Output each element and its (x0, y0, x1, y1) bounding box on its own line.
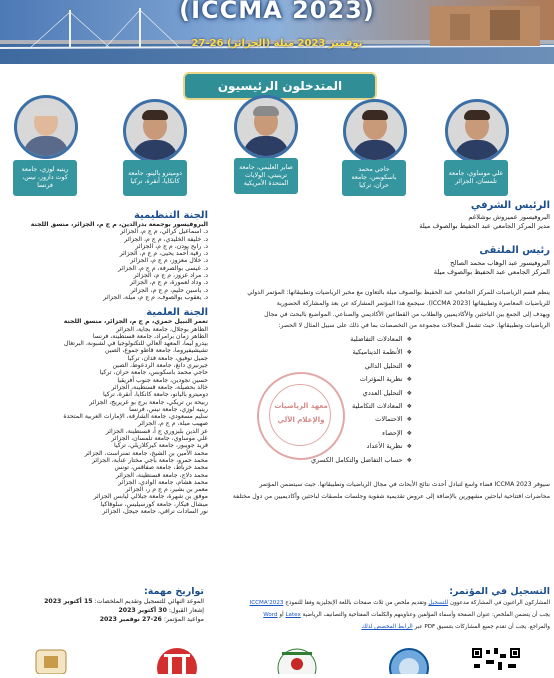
list-item: دوميترو باليانو، جامعة كانكايا، أنقرة، تركيا (102, 391, 208, 399)
list-item: سليم مسعودي، جامعة الشارقة، الإمارات العربية المتحدة (63, 413, 208, 421)
list-item: ❖حساب التفاضل والتكامل الكسري (311, 455, 412, 464)
diamond-bullet-icon: ❖ (406, 429, 412, 437)
speaker-caption-1: علي موساوي، جامعة تلمسان، الجزائر (444, 160, 508, 196)
list-item: د. رقية أحمد يحيى، م ج م، الجزائر (119, 250, 208, 258)
speaker-photo-4 (123, 99, 187, 163)
list-item: د. خلال معزوز، م ج م، الجزائر (130, 257, 208, 265)
list-item: ❖نظرية الأعداد (366, 442, 412, 451)
register-link[interactable]: للتسجيل (428, 600, 449, 606)
honorary-president-title: الرئيس الشرفي (470, 200, 550, 211)
list-item: د. رابح بودن، م ج م، الجزائر (135, 242, 208, 250)
institution-stamp (257, 372, 345, 460)
conference-president-name: البروفيسور عبد الوهاب محمد الصالح (450, 259, 550, 267)
description-line: للرياضيات المعاصرة وتطبيقاتها (ICCMA 2023). سيجمع هذا المؤتمر المشاركة عن بعد والمشاركة الحضورية (276, 300, 550, 307)
list-item: جميل توفيق، جامعة قدان، تركيا (127, 354, 208, 362)
speaker-photo-3 (234, 95, 298, 159)
word-template-link[interactable]: Word (263, 612, 278, 618)
diamond-bullet-icon: ❖ (406, 416, 412, 424)
speaker-photo-5 (14, 95, 78, 159)
list-item: قريد جويبور، جامعة كيركلاريلي، تركيا (114, 442, 208, 450)
speaker-photo-2 (343, 99, 407, 163)
list-item: ❖الإحصاء (382, 428, 412, 437)
list-item: محمد حمرو، جامعة باجي مختار عنابة، الجزائر (91, 456, 208, 464)
diamond-bullet-icon: ❖ (406, 349, 412, 357)
submission-link[interactable]: الرابط المخصص لذلك (361, 624, 413, 630)
laboratory-logo (156, 646, 198, 674)
list-item: تشيشيفيروما، جامعة قاطو جموع، الصين (104, 347, 208, 355)
conference-president-title: رئيس الملتقى (479, 245, 550, 256)
honorary-president-name: البروفيسور عميروش بوشلاغم (468, 213, 550, 221)
list-item: د. يعقوب بوالصوف، م ج م، ميلة، الجزائر (103, 293, 208, 301)
registration-title: التسجيل في المؤتمر: (449, 586, 550, 597)
diamond-bullet-icon: ❖ (406, 443, 412, 451)
list-item: د. وداد لعمورة، م ج م، الجزائر (129, 279, 208, 287)
conference-title: (ICCMA 2023) (179, 0, 375, 24)
list-item: الموعد النهائي للتسجيل وتقديم الملخصات: 15 أكتوبر 2023 (44, 598, 204, 605)
list-item: مواعيد المؤتمر: 26-27 نوفمبر 2023 (99, 616, 204, 623)
qr-code[interactable] (470, 646, 522, 674)
conference-president-role: المركز الجامعي عبد الحفيظ بوالصوف ميلة (433, 268, 550, 276)
list-item: د. خليفة الخليدي، م ج م، الجزائر (124, 235, 208, 243)
closing-line: محاضرات افتتاحية لباحثين مشهورين بالإضافة إلى عروض تقديمية شفوية وجلسات ملصقات لباحثين وأكاديميين من دول مختلفة (232, 493, 550, 501)
list-item: د. عيسى بوالصرفة، م ج م، الجزائر (118, 264, 208, 272)
list-item: جيرنيري دانغ، جامعة الردعوط، الصين (112, 362, 208, 370)
registration-line: المشاركون الراغبون في المشاركة مدعوون للتسجيل وتقديم ملخص من ثلاث صفحات باللغة الإنجليزية وفقا للنموذج ICCMA'2023 (249, 600, 550, 606)
organizing-committee-title: الجنة التنظيمية (133, 210, 208, 221)
list-item: رينيه لوزي، جامعة نيس، فرنسا (129, 405, 208, 413)
list-item: ❖الأنظمة الديناميكية (352, 348, 412, 357)
list-item: ❖المعادلات التكاملية (352, 402, 412, 411)
university-logo (30, 646, 72, 674)
diamond-bullet-icon: ❖ (406, 336, 412, 343)
list-item: بيدرو ليما، المعهد العالي للتكنولوجيا في لشبونة، البرتغال (63, 340, 208, 348)
list-item: ❖التحليل العددي (362, 388, 412, 397)
template-link[interactable]: ICCMA'2023 (249, 600, 284, 606)
speaker-caption-3: صابر العليمي، جامعة ترينيتي، الولايات المتحدة الأمريكية (234, 158, 298, 194)
list-item: إشعار القبول: 30 أكتوبر 2023 (118, 607, 204, 614)
list-item: محمد دلاج، جامعة قسنطينة، الجزائر (116, 471, 208, 479)
list-item: محمد الأمين بن الشيخ، جامعة تمنراست، الجزائر (84, 449, 208, 457)
list-item: ❖الاحتمالات (375, 415, 412, 424)
important-dates (4, 586, 204, 624)
list-item: موفق بن شهرة، جامعة جيلالي ليابس الجزائر (93, 493, 208, 501)
diamond-bullet-icon: ❖ (406, 456, 412, 464)
speaker-photo-1 (445, 99, 509, 163)
ministry-logo (276, 646, 318, 674)
important-dates-title: تواريخ مهمة: (143, 586, 204, 597)
list-item: ميشال فيكار، جامعة كورسيليس، سلوفاكيا (100, 500, 208, 508)
list-item: ربيحة بن تريكي، جامعة برج بو عريريج، الجزائر (89, 398, 208, 406)
list-item: الطاهر بوجلال، جامعة بجاية، الجزائر (116, 325, 208, 333)
list-item: صهيب ميلة، م ج م، الجزائر (138, 420, 208, 428)
registration-section (228, 586, 550, 633)
list-item: حسين نجودين، جامعة جنوب أفريقيا (117, 376, 208, 384)
list-item: ❖المعادلات التفاضلية (350, 335, 412, 343)
list-item: نور السادات تراقي، جامعة جيجل، الجزائر (102, 507, 208, 515)
list-item: عز الدين بلبزوري ج أ، قسنطينة، الجزائر (105, 427, 208, 435)
speaker-caption-2: حاجي محمد باسكوبس، جامعة حران، تركيا (342, 160, 406, 196)
list-item: محمد هشام، جامعة الوادي، الجزائر (118, 478, 208, 486)
list-item: ❖التحليل الدالي (364, 361, 412, 370)
registration-line: والمراجع. يجب أن تقدم جميع المشاركات بتنسيق PDF عبر الرابط المخصص لذلك (361, 624, 550, 630)
list-item: ❖نظرية المؤثرات (359, 375, 412, 384)
conference-dates: 27-26 نوفمبر 2023 ميلة (الجزائر) (191, 38, 363, 49)
stamp-text-bottom: والإعلام الآلي (277, 416, 325, 424)
list-item: معمر بن بشير، م ج م ر، الجزائر (125, 486, 208, 494)
department-logo (388, 646, 430, 674)
diamond-bullet-icon: ❖ (406, 403, 412, 411)
description-line: الرياضيات وتطبيقاتها. حيث تشمل المجالات مجموعة من التخصصات بما في ذلك على سبيل المثال لا الحصر: (278, 322, 550, 329)
diamond-bullet-icon: ❖ (406, 362, 412, 370)
list-item: الطاهر زمان برامراد، جامعة قسنطينة، فرنسا (92, 332, 208, 340)
list-item: محمد خرباط، جامعة صفاقس، تونس (114, 464, 208, 472)
registration-line: يجب أن يتضمن الملخص: عنوان الصفحة وأسماء المؤلفين وعناوينهم والكلمات المفتاحية والتصانيف الرياضية Latex أو Word (263, 612, 550, 618)
diamond-bullet-icon: ❖ (406, 376, 412, 384)
list-item: حاجي محمد باسكوبس، جامعة حران، تركيا (99, 369, 208, 377)
latex-template-link[interactable]: Latex (285, 612, 301, 618)
honorary-president-role: مدير المركز الجامعي عبد الحفيظ بوالصوف ميلة (419, 222, 550, 230)
description-line: ويهدف إلى الجمع بين الباحثين والأكاديميين والطلاب من القطاعين الأكاديمي والصناعي. المواضيع بالبحث في مجال (264, 311, 550, 318)
speaker-caption-4: دوميترو بالينو، جامعة كانكايا، أنقرة، تركيا (123, 160, 187, 196)
speaker-caption-5: رينيه لوزي، جامعة كوت دازور، نيس، فرنسا (13, 160, 77, 196)
list-item: د. اسماعيل كرالي، م ج م، الجزائر (120, 228, 208, 236)
scientific-committee-chair: تعمر النبيل حمري، م ج م، الجزائر، منسق اللجنة (63, 318, 208, 326)
closing-paragraph (228, 479, 550, 503)
list-item: د. مراد عزوز، م ج م، الجزائر (133, 272, 208, 280)
description-paragraph (228, 287, 550, 331)
list-item: علي موساوي، جامعة تلمسان، الجزائر (111, 435, 208, 443)
list-item: د. ياسين حليم، م ج م، الجزائر (130, 286, 208, 294)
description-line: ينظم قسم الرياضيات للمركز الجامعي عبد الحفيظ بوالصوف ميلة بالتعاون مع مخبر الرياضيات وتطبيقاتها: المؤتمر الدولي (247, 289, 550, 296)
diamond-bullet-icon: ❖ (406, 389, 412, 397)
scientific-committee-title: الجنة العلمية (146, 307, 208, 319)
list-item: خالد بحصيلة، جامعة قسنطينة، الجزائر (111, 383, 208, 391)
organizing-committee-chair: البروفيسور بوجمعة بدرالدين، م ج م، الجزائر، منسق اللجنة (30, 221, 208, 228)
main-info-column (228, 200, 550, 503)
header-banner (0, 0, 554, 64)
committees-column (4, 210, 208, 515)
closing-line: سيوفر ICCMA 2023 فضاء واسع لتبادل أحدث نتائج الأبحاث في مجال الرياضيات وتطبيقاتها. حيث سيتضمن المؤتمر (259, 481, 550, 489)
keynote-speakers-title: المتدخلون الرئيسيون (183, 72, 377, 100)
stamp-text-top: معهد الرياضيات (274, 402, 328, 410)
